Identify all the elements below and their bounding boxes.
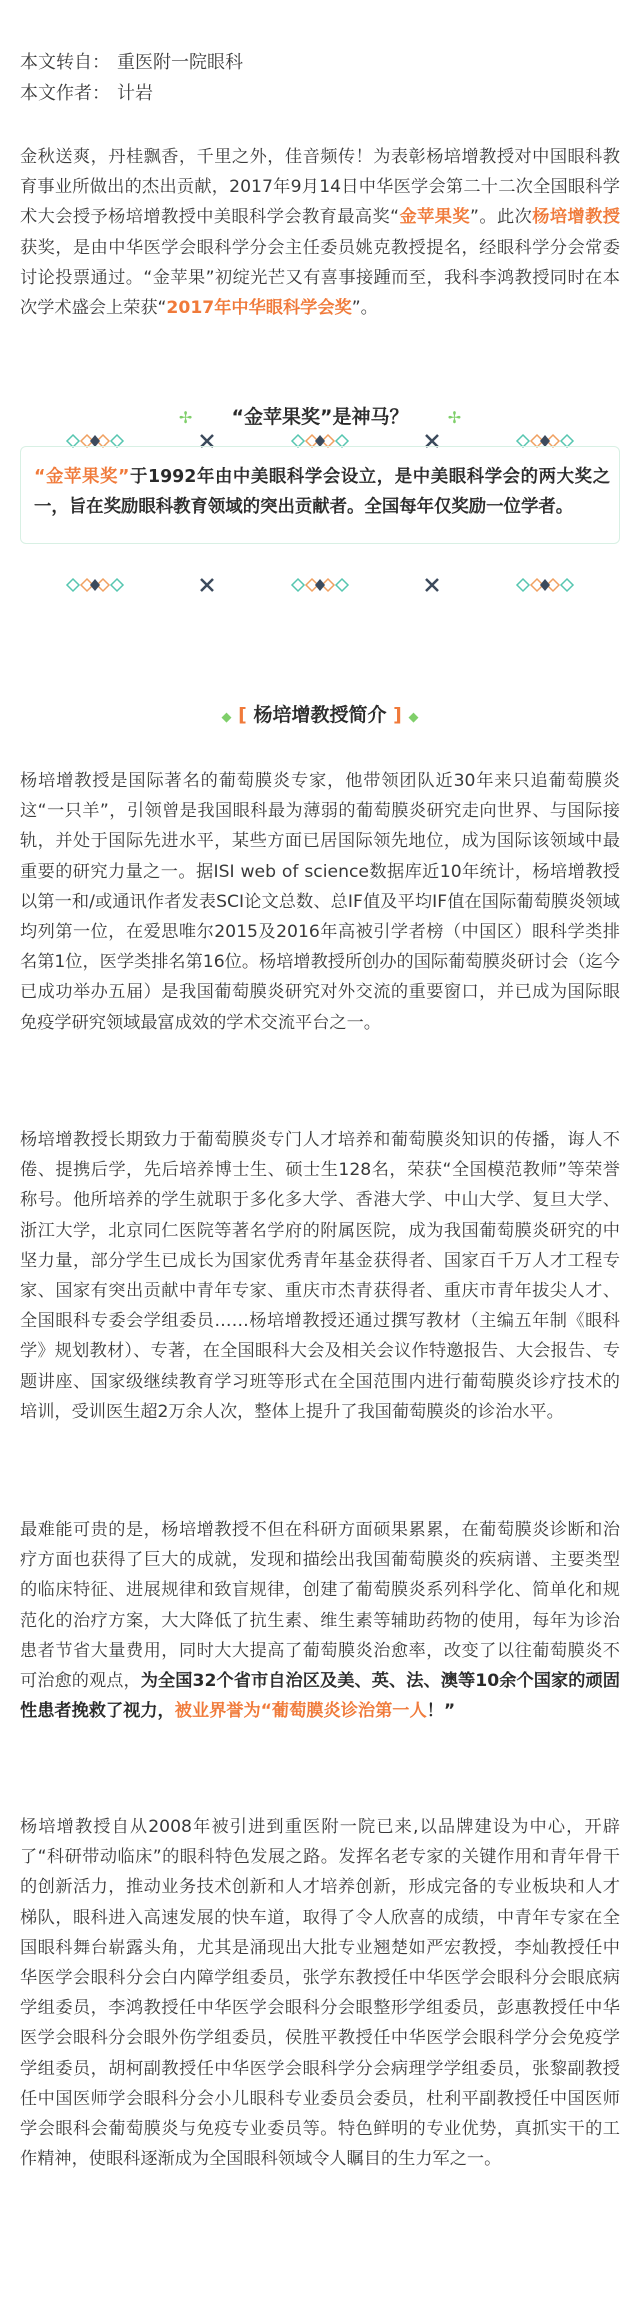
intro-text-2: ”。此次 <box>470 207 533 228</box>
border-cross <box>201 579 213 591</box>
award-name-label: “金苹果奖” <box>34 467 130 487</box>
bio-paragraph-4: 杨培增教授自从2008年被引进到重医附一院已来,以品牌建设为中心，开辟了“科研带动临床”的眼科特色发展之路。发挥名老专家的关键作用和青年骨干的创新活力，推动业务技术创新和人才培养创新，形成完备的专业板块和人才梯队，眼科进入高速发展的快车道，取得了令人欣喜的成绩，中青年专家在全国眼科舞台崭露头角，尤其是涌现出大批专业翘楚如严宏教授，李灿教授任中华医学会眼科分会白内障学组委员，张学东教授任中华医学会眼科分会眼底病学组委员，李鸿教授任中华医学会眼科分会眼整形学组委员，彭惠教授任中华医学会眼科分会眼外伤学组委员，侯胜平教授任中华医学会眼科学分会免疫学学组委员，胡柯副教授任中华医学会眼科学分会病理学学组委员，张黎副教授任中国医师学会眼科分会小儿眼科专业委员会委员，杜利平副教授任中国医师学会眼科会葡萄膜炎与免疫专业委员等。特色鲜明的专业优势，真抓实干的工作精神，使眼科逐渐成为全国眼科领域令人瞩目的生力军之一。 <box>20 1817 620 2170</box>
leaf-icon: ✢ <box>178 408 193 427</box>
border-diamond <box>517 579 529 591</box>
award-description: 于1992年由中美眼科学会设立，是中美眼科学会的两大奖之一，旨在奖励眼科教育领域的突出贡献者。全国每年仅奖励一位学者。 <box>34 467 610 517</box>
bio-p3-end: ！” <box>426 1701 456 1722</box>
border-cross <box>426 579 438 591</box>
intro-paragraph <box>20 142 620 323</box>
border-diamond <box>111 579 123 591</box>
section-heading-text: “金苹果奖”是神马？ <box>231 406 409 428</box>
repost-label: 本文转自： <box>20 52 110 73</box>
border-diamond <box>67 579 79 591</box>
section-heading-profile <box>0 700 640 727</box>
person-highlight: 杨培增教授 <box>532 207 620 228</box>
profile-heading-text: 杨培增教授简介 <box>253 704 387 726</box>
author-line <box>20 81 153 107</box>
second-award-highlight: 2017年中华眼科学会奖 <box>166 298 352 319</box>
author-name: 计岩 <box>117 83 153 104</box>
border-diamond <box>292 579 304 591</box>
bracket-open: [ <box>238 704 247 726</box>
intro-text-3: 获奖，是由中华医学会眼科学分会主任委员姚克教授提名，经眼科学分会常委讨论投票通过。“金苹果”初绽光芒又有喜事接踵而至，我科李鸿教授同时在本次学术盛会上荣获“ <box>20 237 620 319</box>
bracket-close: ] <box>393 704 402 726</box>
award-name-highlight: 金苹果奖 <box>399 207 471 228</box>
diamond-icon: ◆ <box>408 710 419 725</box>
leaf-icon: ✢ <box>447 408 462 427</box>
bio-paragraph-2: 杨培增教授长期致力于葡萄膜炎专门人才培养和葡萄膜炎知识的传播，诲人不倦、提携后学，先后培养博士生、硕士生128名，荣获“全国模范教师”等荣誉称号。他所培养的学生就职于多化多大学、香港大学、中山大学、复旦大学、浙江大学，北京同仁医院等著名学府的附属医院，成为我国葡萄膜炎研究的中坚力量，部分学生已成长为国家优秀青年基金获得者、国家百千万人才工程专家、国家有突出贡献中青年专家、重庆市杰青获得者、重庆市青年拔尖人才、全国眼科专委会学组委员……杨培增教授还通过撰写教材（主编五年制《眼科学》规划教材）、专著，在全国眼科大会及相关会议作特邀报告、大会报告、专题讲座、国家级继续教育学习班等形式在全国范围内进行葡萄膜炎诊疗技术的培训，受训医生超2万余人次，整体上提升了我国葡萄膜炎的诊治水平。 <box>20 1130 620 1422</box>
intro-text-4: ”。 <box>351 298 378 319</box>
section-heading-golden-apple <box>0 402 640 429</box>
border-diamond <box>336 579 348 591</box>
decorative-border-bottom <box>20 574 620 596</box>
bio-p3-highlight: 被业界誉为“葡萄膜炎诊治第一人 <box>174 1701 427 1722</box>
diamond-icon: ◆ <box>221 710 232 725</box>
author-label: 本文作者： <box>20 83 110 104</box>
bio-paragraph-3 <box>20 1515 620 1726</box>
border-center-diamond <box>540 579 550 591</box>
border-center-diamond <box>90 579 100 591</box>
bio-p3-bold: 为全国32个省市自治区及美、英、法、澳等10余个国家的顽固性患者挽救了视力， <box>20 1671 620 1722</box>
border-diamond <box>561 579 573 591</box>
bio-paragraph-1: 杨培增教授是国际著名的葡萄膜炎专家，他带领团队近30年来只追葡萄膜炎这“一只羊”，引领曾是我国眼科最为薄弱的葡萄膜炎研究走向世界、与国际接轨，并处于国际先进水平，某些方面已居国际领先地位，成为国际该领域中最重要的研究力量之一。据ISI web of science数据库近10年统计，杨培增教授以第一和/或通讯作者发表SCI论文总数、总IF值及平均IF值在国际葡萄膜炎领域均列第一位，在爱思唯尔2015及2016年高被引学者榜（中国区）眼科学类排名第1位，医学类排名第16位。杨培增教授所创办的国际葡萄膜炎研讨会（迄今已成功举办五届）是我国葡萄膜炎研究对外交流的重要窗口，并已成为国际眼免疫学研究领域最富成效的学术交流平台之一。 <box>20 771 620 1033</box>
intro-text-1: 金秋送爽，丹桂飘香，千里之外，佳音频传！为表彰杨培增教授对中国眼科教育事业所做出的杰出贡献，2017年9月14日中华医学会第二十二次全国眼科学术大会授予杨培增教授中美眼科学会教育最高奖“ <box>20 147 620 228</box>
border-center-diamond <box>315 579 325 591</box>
award-info-text <box>34 462 610 522</box>
repost-source: 重医附一院眼科 <box>117 52 243 73</box>
bio-p3-text: 最难能可贵的是，杨培增教授不但在科研方面硕果累累，在葡萄膜炎诊断和治疗方面也获得了巨大的成就，发现和描绘出我国葡萄膜炎的疾病谱、主要类型的临床特征、进展规律和致盲规律，创建了葡萄膜炎系列科学化、简单化和规范化的治疗方案，大大降低了抗生素、维生素等辅助药物的使用，每年为诊治患者节省大量费用，同时大大提高了葡萄膜炎治愈率，改变了以往葡萄膜炎不可治愈的观点， <box>20 1520 620 1692</box>
repost-line <box>20 50 243 76</box>
